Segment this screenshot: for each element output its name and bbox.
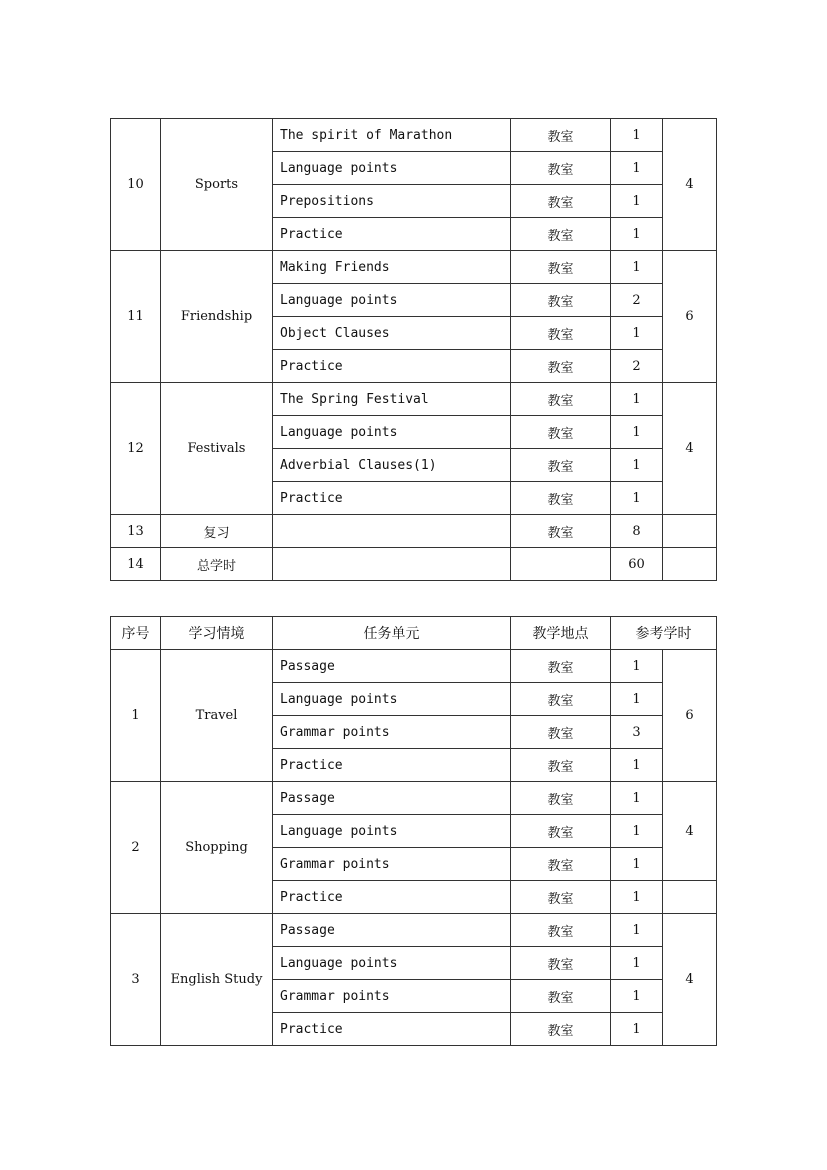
unit-topic: Travel bbox=[161, 650, 273, 782]
hours: 1 bbox=[611, 185, 663, 218]
hours: 1 bbox=[611, 449, 663, 482]
unit-total-hours: 4 bbox=[663, 383, 717, 515]
unit-topic: Friendship bbox=[161, 251, 273, 383]
unit-number: 2 bbox=[111, 782, 161, 914]
task-unit: Language points bbox=[273, 152, 511, 185]
teaching-place: 教室 bbox=[511, 749, 611, 782]
task-unit: Practice bbox=[273, 881, 511, 914]
task-unit-empty bbox=[273, 515, 511, 548]
teaching-place: 教室 bbox=[511, 716, 611, 749]
teaching-place: 教室 bbox=[511, 449, 611, 482]
task-unit: Grammar points bbox=[273, 716, 511, 749]
task-unit: Language points bbox=[273, 683, 511, 716]
teaching-place: 教室 bbox=[511, 218, 611, 251]
teaching-place: 教室 bbox=[511, 251, 611, 284]
hours: 1 bbox=[611, 482, 663, 515]
task-unit-empty bbox=[273, 548, 511, 581]
hours: 1 bbox=[611, 317, 663, 350]
hours: 1 bbox=[611, 683, 663, 716]
unit-number: 3 bbox=[111, 914, 161, 1046]
task-unit: Language points bbox=[273, 416, 511, 449]
teaching-place: 教室 bbox=[511, 815, 611, 848]
task-unit: Passage bbox=[273, 782, 511, 815]
hours: 1 bbox=[611, 119, 663, 152]
unit-total-hours: 6 bbox=[663, 650, 717, 782]
hours: 1 bbox=[611, 416, 663, 449]
schedule-table bbox=[110, 616, 717, 1046]
task-unit: Grammar points bbox=[273, 980, 511, 1013]
header-place: 教学地点 bbox=[511, 617, 611, 650]
teaching-place: 教室 bbox=[511, 848, 611, 881]
task-unit: Prepositions bbox=[273, 185, 511, 218]
review-row bbox=[111, 515, 717, 548]
task-unit: Language points bbox=[273, 815, 511, 848]
task-unit: Practice bbox=[273, 1013, 511, 1046]
unit-number: 13 bbox=[111, 515, 161, 548]
unit-number: 14 bbox=[111, 548, 161, 581]
teaching-place: 教室 bbox=[511, 515, 611, 548]
hours: 8 bbox=[611, 515, 663, 548]
unit-topic: 总学时 bbox=[161, 548, 273, 581]
table-row bbox=[111, 119, 717, 152]
teaching-place-empty bbox=[511, 548, 611, 581]
unit-number: 12 bbox=[111, 383, 161, 515]
teaching-place: 教室 bbox=[511, 416, 611, 449]
total-hours: 60 bbox=[611, 548, 663, 581]
unit-total-hours: 4 bbox=[663, 119, 717, 251]
teaching-place: 教室 bbox=[511, 482, 611, 515]
hours: 1 bbox=[611, 383, 663, 416]
teaching-place: 教室 bbox=[511, 914, 611, 947]
table-row bbox=[111, 914, 717, 947]
hours: 1 bbox=[611, 749, 663, 782]
table-row bbox=[111, 383, 717, 416]
task-unit: Making Friends bbox=[273, 251, 511, 284]
hours: 3 bbox=[611, 716, 663, 749]
table-row bbox=[111, 782, 717, 815]
task-unit: Passage bbox=[273, 914, 511, 947]
hours: 1 bbox=[611, 218, 663, 251]
hours: 1 bbox=[611, 914, 663, 947]
task-unit: Practice bbox=[273, 218, 511, 251]
task-unit: The spirit of Marathon bbox=[273, 119, 511, 152]
teaching-place: 教室 bbox=[511, 119, 611, 152]
table-row bbox=[111, 251, 717, 284]
hours: 1 bbox=[611, 980, 663, 1013]
unit-total-hours: 4 bbox=[663, 782, 717, 881]
hours: 1 bbox=[611, 815, 663, 848]
task-unit: Object Clauses bbox=[273, 317, 511, 350]
teaching-place: 教室 bbox=[511, 317, 611, 350]
unit-topic: Sports bbox=[161, 119, 273, 251]
hours: 1 bbox=[611, 881, 663, 914]
unit-topic: English Study bbox=[161, 914, 273, 1046]
unit-total-empty bbox=[663, 548, 717, 581]
unit-total-hours: 6 bbox=[663, 251, 717, 383]
teaching-place: 教室 bbox=[511, 980, 611, 1013]
schedule-table-continued bbox=[110, 118, 717, 581]
unit-total-empty bbox=[663, 881, 717, 914]
header-number: 序号 bbox=[111, 617, 161, 650]
teaching-place: 教室 bbox=[511, 185, 611, 218]
task-unit: The Spring Festival bbox=[273, 383, 511, 416]
task-unit: Practice bbox=[273, 482, 511, 515]
teaching-place: 教室 bbox=[511, 1013, 611, 1046]
hours: 1 bbox=[611, 650, 663, 683]
hours: 1 bbox=[611, 782, 663, 815]
teaching-place: 教室 bbox=[511, 947, 611, 980]
unit-topic: Festivals bbox=[161, 383, 273, 515]
hours: 1 bbox=[611, 1013, 663, 1046]
teaching-place: 教室 bbox=[511, 284, 611, 317]
header-context: 学习情境 bbox=[161, 617, 273, 650]
header-row bbox=[111, 617, 717, 650]
unit-number: 10 bbox=[111, 119, 161, 251]
unit-topic: Shopping bbox=[161, 782, 273, 914]
teaching-place: 教室 bbox=[511, 881, 611, 914]
table-row bbox=[111, 650, 717, 683]
hours: 2 bbox=[611, 350, 663, 383]
task-unit: Adverbial Clauses(1) bbox=[273, 449, 511, 482]
hours: 1 bbox=[611, 152, 663, 185]
hours: 1 bbox=[611, 947, 663, 980]
header-task: 任务单元 bbox=[273, 617, 511, 650]
task-unit: Practice bbox=[273, 749, 511, 782]
task-unit: Passage bbox=[273, 650, 511, 683]
teaching-place: 教室 bbox=[511, 383, 611, 416]
hours: 1 bbox=[611, 251, 663, 284]
unit-number: 1 bbox=[111, 650, 161, 782]
teaching-place: 教室 bbox=[511, 782, 611, 815]
hours: 1 bbox=[611, 848, 663, 881]
task-unit: Language points bbox=[273, 284, 511, 317]
total-row bbox=[111, 548, 717, 581]
unit-total-hours: 4 bbox=[663, 914, 717, 1046]
task-unit: Language points bbox=[273, 947, 511, 980]
teaching-place: 教室 bbox=[511, 152, 611, 185]
teaching-place: 教室 bbox=[511, 683, 611, 716]
teaching-place: 教室 bbox=[511, 350, 611, 383]
task-unit: Grammar points bbox=[273, 848, 511, 881]
teaching-place: 教室 bbox=[511, 650, 611, 683]
hours: 2 bbox=[611, 284, 663, 317]
header-hours: 参考学时 bbox=[611, 617, 717, 650]
unit-total-empty bbox=[663, 515, 717, 548]
unit-number: 11 bbox=[111, 251, 161, 383]
task-unit: Practice bbox=[273, 350, 511, 383]
unit-topic: 复习 bbox=[161, 515, 273, 548]
